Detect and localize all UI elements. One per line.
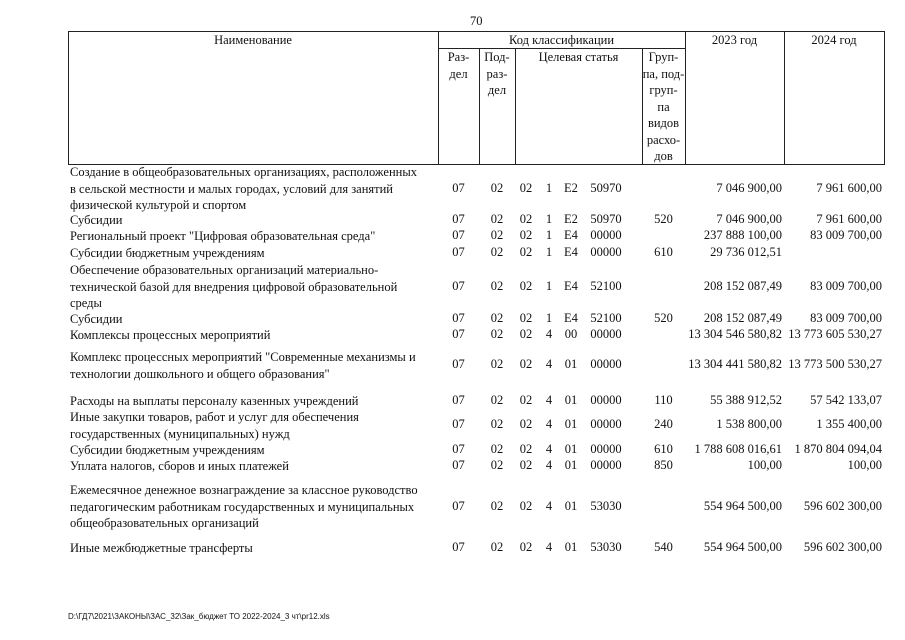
row-name: Региональный проект "Цифровая образовательная среда" <box>70 229 376 243</box>
cell-r: 07 <box>452 327 465 341</box>
header-expense-group: Груп- па, под- груп- па видов расхо- дов <box>642 50 685 163</box>
header-year-2024: 2024 год <box>811 33 857 47</box>
cell-t1: 02 <box>519 458 533 472</box>
cell-t2: 4 <box>545 498 553 513</box>
page-number: 70 <box>470 14 483 28</box>
table-row <box>68 262 885 312</box>
cell-2024: 83 009 700,00 <box>810 228 882 242</box>
cell-2023: 554 964 500,00 <box>703 540 782 554</box>
table-row <box>68 349 885 382</box>
cell-2024: 1 870 804 094,04 <box>794 442 882 456</box>
table-row <box>68 458 885 475</box>
row-name: Субсидии <box>70 213 123 227</box>
cell-t1: 02 <box>519 228 533 242</box>
cell-2023: 13 304 546 580,82 <box>688 327 782 341</box>
table-row <box>68 228 885 245</box>
cell-2024: 57 542 133,07 <box>810 393 882 407</box>
cell-pr: 02 <box>490 442 504 456</box>
row-name: Иные закупки товаров, работ и услуг для обеспечения государственных (муниципальных) нужд <box>70 410 359 441</box>
cell-2023: 55 388 912,52 <box>710 393 782 407</box>
cell-g: 540 <box>654 540 673 554</box>
header-name: Наименование <box>214 33 292 47</box>
cell-t4: 50970 <box>590 180 622 195</box>
cell-r: 07 <box>452 278 465 293</box>
cell-t4: 00000 <box>590 228 622 242</box>
cell-r: 07 <box>452 180 465 195</box>
cell-t3: 01 <box>564 393 578 407</box>
cell-t4: 00000 <box>590 327 622 341</box>
cell-t3: E4 <box>564 228 578 242</box>
table-row <box>68 409 885 442</box>
cell-pr: 02 <box>490 245 504 259</box>
cell-g: 850 <box>654 458 673 472</box>
cell-t2: 1 <box>545 212 553 226</box>
cell-t2: 1 <box>545 245 553 259</box>
cell-2023: 208 152 087,49 <box>703 311 782 325</box>
cell-t2: 4 <box>545 458 553 472</box>
table-row <box>68 327 885 344</box>
cell-t3: E2 <box>564 180 578 195</box>
cell-2024: 596 602 300,00 <box>803 498 882 513</box>
cell-t1: 02 <box>519 245 533 259</box>
cell-r: 07 <box>452 498 465 513</box>
row-name: Иные межбюджетные трансферты <box>70 541 253 555</box>
cell-g: 520 <box>654 212 673 226</box>
cell-r: 07 <box>452 458 465 472</box>
cell-r: 07 <box>452 311 465 325</box>
cell-2023: 554 964 500,00 <box>703 498 782 513</box>
cell-t4: 50970 <box>590 212 622 226</box>
cell-t1: 02 <box>519 327 533 341</box>
cell-t1: 02 <box>519 212 533 226</box>
cell-2024: 13 773 500 530,27 <box>788 357 882 372</box>
row-name: Комплексы процессных мероприятий <box>70 328 271 342</box>
cell-pr: 02 <box>490 327 504 341</box>
cell-2024: 7 961 600,00 <box>816 180 882 195</box>
cell-t4: 52100 <box>590 311 622 325</box>
cell-t2: 4 <box>545 442 553 456</box>
row-name: Комплекс процессных мероприятий "Современные механизмы и технологии дошкольного и общего образования" <box>70 350 416 381</box>
cell-2024: 13 773 605 530,27 <box>788 327 882 341</box>
row-name: Уплата налогов, сборов и иных платежей <box>70 459 289 473</box>
cell-t3: E4 <box>564 311 578 325</box>
cell-2024: 7 961 600,00 <box>816 212 882 226</box>
cell-t1: 02 <box>519 540 533 554</box>
cell-t4: 00000 <box>590 357 622 372</box>
table-row <box>68 311 885 328</box>
cell-t4: 52100 <box>590 278 622 293</box>
file-path-footer: D:\ГД7\2021\ЗАКОНЫ\ЗАС_32\Зак_бюджет ТО 2022-2024_3 чт\pr12.xls <box>68 612 330 621</box>
cell-t1: 02 <box>519 498 533 513</box>
header-razdel: Раз- дел <box>447 50 470 81</box>
cell-t1: 02 <box>519 180 533 195</box>
cell-pr: 02 <box>490 228 504 242</box>
cell-t3: 01 <box>564 458 578 472</box>
cell-t1: 02 <box>519 357 533 372</box>
cell-r: 07 <box>452 228 465 242</box>
cell-r: 07 <box>452 393 465 407</box>
row-name: Субсидии бюджетным учреждениям <box>70 246 265 260</box>
cell-g: 610 <box>654 442 673 456</box>
cell-t3: E4 <box>564 278 578 293</box>
cell-pr: 02 <box>490 278 504 293</box>
cell-t2: 4 <box>545 417 553 432</box>
cell-g: 610 <box>654 245 673 259</box>
cell-pr: 02 <box>490 212 504 226</box>
cell-t2: 4 <box>545 357 553 372</box>
cell-t3: 01 <box>564 442 578 456</box>
cell-pr: 02 <box>490 357 504 372</box>
table-row <box>68 393 885 410</box>
table-row <box>68 164 885 214</box>
cell-2024: 596 602 300,00 <box>803 540 882 554</box>
cell-g: 110 <box>654 393 673 407</box>
cell-r: 07 <box>452 442 465 456</box>
header-code: Код классификации <box>508 33 615 47</box>
row-name: Создание в общеобразовательных организациях, расположенных в сельской местности и малых городах, условий для занятий физической культурой и спортом <box>70 165 417 212</box>
cell-2023: 7 046 900,00 <box>716 180 782 195</box>
cell-t3: 00 <box>564 327 578 341</box>
cell-t3: E4 <box>564 245 578 259</box>
cell-2024: 83 009 700,00 <box>810 278 882 293</box>
cell-pr: 02 <box>490 311 504 325</box>
cell-t3: 01 <box>564 417 578 432</box>
cell-2024: 1 355 400,00 <box>816 417 882 432</box>
cell-2023: 1 538 800,00 <box>716 417 782 432</box>
cell-t2: 4 <box>545 540 553 554</box>
cell-r: 07 <box>452 357 465 372</box>
header-target-article: Целевая статья <box>538 50 619 64</box>
cell-pr: 02 <box>490 393 504 407</box>
cell-r: 07 <box>452 540 465 554</box>
cell-2023: 237 888 100,00 <box>703 228 782 242</box>
header-year-2023: 2023 год <box>711 33 758 47</box>
cell-t2: 4 <box>545 327 553 341</box>
cell-t1: 02 <box>519 278 533 293</box>
cell-pr: 02 <box>490 498 504 513</box>
cell-pr: 02 <box>490 417 504 432</box>
cell-t4: 53030 <box>590 540 622 554</box>
cell-pr: 02 <box>490 540 504 554</box>
row-name: Субсидии бюджетным учреждениям <box>70 443 265 457</box>
cell-t2: 1 <box>545 311 553 325</box>
header-podrazdel: Под- раз- дел <box>484 50 510 97</box>
cell-t2: 1 <box>545 228 553 242</box>
cell-t3: 01 <box>564 540 578 554</box>
cell-t1: 02 <box>519 417 533 432</box>
cell-t3: 01 <box>564 498 578 513</box>
cell-r: 07 <box>452 212 465 226</box>
cell-2023: 7 046 900,00 <box>716 212 782 226</box>
cell-2023: 29 736 012,51 <box>710 245 782 259</box>
cell-t2: 1 <box>545 180 553 195</box>
cell-t2: 4 <box>545 393 553 407</box>
cell-g: 240 <box>654 417 673 432</box>
cell-t4: 00000 <box>590 393 622 407</box>
cell-t1: 02 <box>519 442 533 456</box>
cell-2023: 13 304 441 580,82 <box>688 357 782 372</box>
cell-t4: 53030 <box>590 498 622 513</box>
cell-pr: 02 <box>490 458 504 472</box>
cell-2024: 100,00 <box>847 458 882 472</box>
cell-g: 520 <box>654 311 673 325</box>
cell-2023: 208 152 087,49 <box>703 278 782 293</box>
row-name: Ежемесячное денежное вознаграждение за классное руководство педагогическим работникам государственных и муниципальных общеобразовательных организаций <box>70 483 418 530</box>
cell-t3: E2 <box>564 212 578 226</box>
cell-t1: 02 <box>519 393 533 407</box>
cell-t4: 00000 <box>590 458 622 472</box>
cell-t4: 00000 <box>590 442 622 456</box>
cell-r: 07 <box>452 245 465 259</box>
cell-2024: 83 009 700,00 <box>810 311 882 325</box>
cell-2023: 100,00 <box>747 458 782 472</box>
table-row <box>68 482 885 532</box>
table-row <box>68 212 885 229</box>
table-row <box>68 540 885 557</box>
table-row <box>68 245 885 262</box>
cell-t1: 02 <box>519 311 533 325</box>
table-row <box>68 442 885 459</box>
cell-2023: 1 788 608 016,61 <box>694 442 782 456</box>
row-name: Обеспечение образовательных организаций материально- технической базой для внедрения цифровой образовательной среды <box>70 263 398 310</box>
cell-r: 07 <box>452 417 465 432</box>
row-name: Расходы на выплаты персоналу казенных учреждений <box>70 394 359 408</box>
cell-t3: 01 <box>564 357 578 372</box>
cell-pr: 02 <box>490 180 504 195</box>
cell-t4: 00000 <box>590 417 622 432</box>
row-name: Субсидии <box>70 312 123 326</box>
cell-t4: 00000 <box>590 245 622 259</box>
cell-t2: 1 <box>545 278 553 293</box>
table-header <box>68 31 885 165</box>
